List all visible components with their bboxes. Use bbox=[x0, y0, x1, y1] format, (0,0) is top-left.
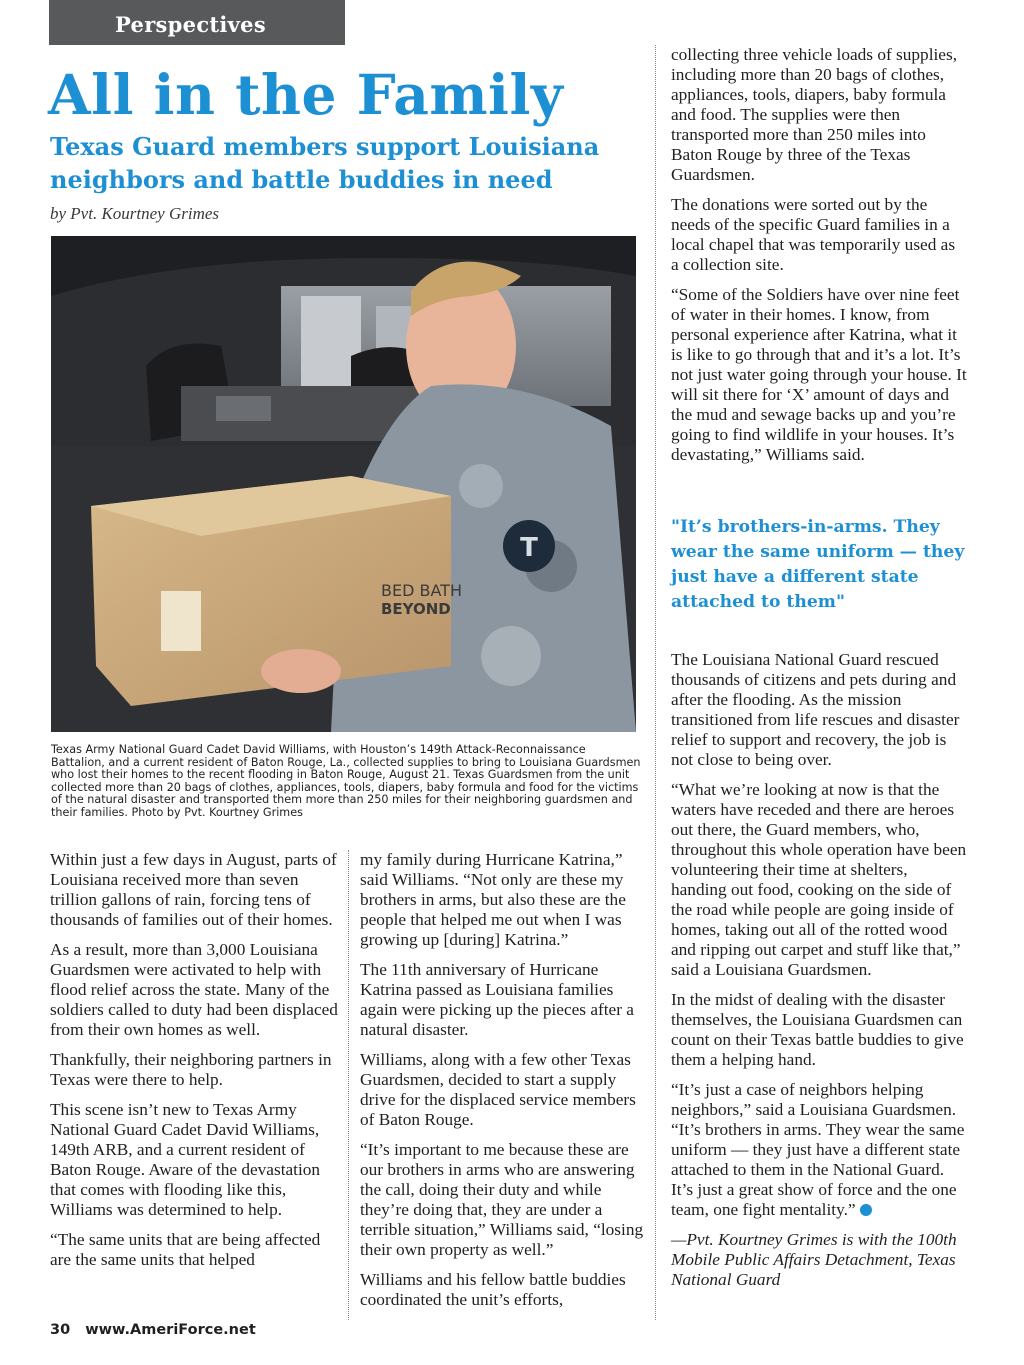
article-headline: All in the Family bbox=[48, 62, 564, 127]
paragraph: The donations were sorted out by the needs of the specific Guard families in a local chapel that was temporarily used as a collection site. bbox=[671, 195, 956, 274]
paragraph: Williams and his fellow battle buddies coordinated the unit’s efforts, bbox=[360, 1270, 626, 1309]
page-footer bbox=[50, 1322, 256, 1338]
final-paragraph bbox=[671, 1080, 967, 1220]
paragraph: In the midst of dealing with the disaster themselves, the Louisiana Guardsmen can count on their Texas battle buddies to give them a helping hand. bbox=[671, 990, 964, 1069]
paragraph: “Some of the Soldiers have over nine feet of water in their homes. I know, from personal experience after Katrina, what it is like to go through that and it’s a lot. It’s not just water going through your house. It will sit there for ‘X’ amount of days and the mud and sewage backs up and you’re going to find wildlife in your houses. It’s devastating,” Williams said. bbox=[671, 285, 967, 464]
pull-quote: "It’s brothers-in-arms. They wear the same uniform — they just have a different state attached to them" bbox=[671, 517, 965, 612]
paragraph: “What we’re looking at now is that the waters have receded and there are heroes out there, the Guard members, who, throughout this whole operation have been volunteering their time at shelters, handing out food, cooking on the side of the road while people are going inside of homes, taking out all of the rotted wood and ripping out carpet and stuff like that,” said a Louisiana Guardsmen. bbox=[671, 780, 967, 979]
box-label-line1: BED BATH bbox=[381, 581, 462, 600]
box-label-line2: BEYOND bbox=[381, 600, 451, 618]
paragraph: Thankfully, their neighboring partners in Texas were there to help. bbox=[50, 1050, 332, 1089]
author-bio: —Pvt. Kourtney Grimes is with the 100th Mobile Public Affairs Detachment, Texas National Guard bbox=[671, 1230, 957, 1289]
section-tab: Perspectives bbox=[49, 0, 345, 45]
article-photo bbox=[51, 236, 636, 732]
column-divider bbox=[348, 850, 349, 1320]
column-3-top bbox=[671, 45, 967, 475]
paragraph: my family during Hurricane Katrina,” said Williams. “Not only are these my brothers in arms, but also these are the people that helped me out when I was growing up [during] Katrina.” bbox=[360, 850, 626, 949]
paragraph: The 11th anniversary of Hurricane Katrina passed as Louisiana families again were picking up the pieces after a natural disaster. bbox=[360, 960, 634, 1039]
photo-caption: Texas Army National Guard Cadet David Williams, with Houston’s 149th Attack-Reconnaissance Battalion, and a current resident of Baton Rouge, La., collected supplies to bring to Louisiana Guardsmen who lost their homes to the recent flooding in Baton Rouge, August 21. Texas Guardsmen from the unit collected more than 20 bags of clothes, appliances, tools, diapers, baby formula and food for the victims of the natural disaster and transported them more than 250 miles for their neighboring guardsmen and their families. Photo by Pvt. Kourtney Grimes bbox=[51, 743, 641, 819]
paragraph: The Louisiana National Guard rescued thousands of citizens and pets during and after the flooding. As the mission transitioned from life rescues and disaster relief to support and recovery, the job is not close to being over. bbox=[671, 650, 960, 769]
photo-illustration bbox=[51, 236, 636, 732]
paragraph: As a result, more than 3,000 Louisiana Guardsmen were activated to help with flood relief across the state. Many of the soldiers called to duty had been displaced from their own homes as well. bbox=[50, 940, 338, 1039]
website-link[interactable]: www.AmeriForce.net bbox=[85, 1322, 256, 1338]
end-mark-icon bbox=[860, 1204, 872, 1216]
paragraph-text: “It’s just a case of neighbors helping neighbors,” said a Louisiana Guardsmen. “It’s brothers in arms. They wear the same uniform — they just have a different state attached to them in the National Guard. It’s just a great show of force and the one team, one fight mentality.” bbox=[671, 1080, 965, 1219]
page-number: 30 bbox=[50, 1322, 71, 1338]
column-3-bottom bbox=[671, 650, 967, 1300]
paragraph: “It’s important to me because these are our brothers in arms who are answering the call, doing their duty and while they’re doing that, they are under a terrible situation,” Williams said, “losing their own property as well.” bbox=[360, 1140, 644, 1259]
column-divider bbox=[655, 45, 656, 1320]
paragraph: This scene isn’t new to Texas Army National Guard Cadet David Williams, 149th ARB, and a current resident of Baton Rouge. Aware of the devastation that comes with flooding like this, Williams was determined to help. bbox=[50, 1100, 321, 1219]
paragraph: Within just a few days in August, parts of Louisiana received more than seven trillion gallons of rain, forcing tens of thousands of families out of their homes. bbox=[50, 850, 337, 929]
article-subhead: Texas Guard members support Louisiana neighbors and battle buddies in need bbox=[50, 132, 600, 194]
byline: by Pvt. Kourtney Grimes bbox=[50, 204, 220, 223]
column-2 bbox=[360, 850, 650, 1320]
paragraph: “The same units that are being affected are the same units that helped bbox=[50, 1230, 321, 1269]
paragraph: Williams, along with a few other Texas Guardsmen, decided to start a supply drive for the displaced service members of Baton Rouge. bbox=[360, 1050, 636, 1129]
paragraph: collecting three vehicle loads of supplies, including more than 20 bags of clothes, appliances, tools, diapers, baby formula and food. The supplies were then transported more than 250 miles into Baton Rouge by three of the Texas Guardsmen. bbox=[671, 45, 958, 184]
patch-letter: T bbox=[520, 533, 538, 563]
column-1 bbox=[50, 850, 340, 1280]
